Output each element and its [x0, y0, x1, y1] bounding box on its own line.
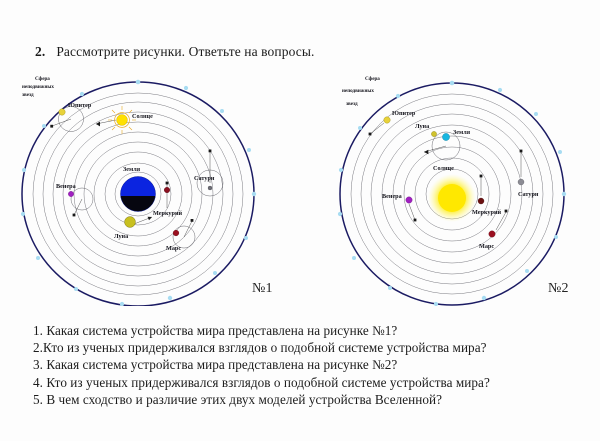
- fixed-stars-label: [22, 75, 54, 98]
- svg-text:неподвижных: неподвижных: [342, 88, 374, 94]
- planet-saturn-group: [518, 150, 539, 198]
- saturn-body: [518, 179, 524, 185]
- sun-body: [438, 184, 466, 212]
- earth-group: [415, 123, 471, 160]
- svg-text:звезд: звезд: [346, 101, 358, 107]
- figure-1-caption: №1: [252, 281, 273, 296]
- figure-geocentric-model: [10, 74, 300, 306]
- mars-body: [489, 231, 495, 237]
- question-item: 4. Кто из ученых придерживался взглядов о подобной системе устройства мира?: [33, 374, 490, 390]
- svg-text:неподвижных: неподвижных: [22, 84, 54, 90]
- questions-list: [33, 322, 578, 408]
- sun-body: [117, 115, 128, 126]
- label-saturn: Сатурн: [518, 191, 539, 198]
- task-number: 2.: [35, 44, 46, 59]
- figure-heliocentric-model: [320, 74, 600, 306]
- svg-text:Сфера: Сфера: [365, 76, 380, 82]
- sun-group: [96, 106, 153, 134]
- mercury-body: [164, 187, 170, 193]
- label-sun: Солнце: [433, 165, 454, 172]
- label-venus: Венера: [382, 193, 402, 200]
- label-mercury: Меркурий: [153, 210, 183, 217]
- question-item: 2.Кто из ученых придерживался взглядов о подобной системе устройства мира?: [33, 340, 487, 356]
- svg-text:звезд: звезд: [22, 92, 34, 98]
- planet-mercury-group: [153, 182, 183, 217]
- planet-venus-group: [56, 183, 93, 216]
- moon-body: [125, 217, 136, 228]
- label-venus: Венера: [56, 183, 76, 190]
- venus-body: [68, 191, 73, 196]
- label-mars: Марс: [166, 245, 182, 252]
- label-earth: Земля: [123, 166, 141, 173]
- label-sun: Солнце: [132, 113, 153, 120]
- label-moon: Луна: [415, 123, 430, 130]
- moon-body: [431, 131, 436, 136]
- task-heading: [35, 44, 315, 60]
- label-jupiter: Юпитер: [68, 102, 92, 109]
- label-earth: Земля: [453, 129, 471, 136]
- venus-body: [406, 197, 412, 203]
- question-item: 3. Какая система устройства мира представлена на рисунке №2?: [33, 357, 398, 373]
- planet-jupiter-group: [369, 110, 416, 135]
- fixed-stars-label: [342, 75, 380, 107]
- planet-jupiter-group: [50, 102, 92, 132]
- figure-2-caption: №2: [548, 281, 569, 296]
- planet-venus-group: [382, 193, 416, 221]
- label-saturn: Сатурн: [194, 175, 215, 182]
- label-mercury: Меркурий: [472, 209, 502, 216]
- label-mars: Марс: [479, 243, 495, 250]
- task-instruction: Рассмотрите рисунки. Ответьте на вопросы.: [56, 44, 315, 59]
- question-item: 1. Какая система устройства мира представлена на рисунке №1?: [33, 323, 398, 338]
- mars-body: [173, 230, 179, 236]
- mercury-body: [478, 198, 484, 204]
- saturn-body: [208, 186, 212, 190]
- question-item: 5. В чем сходство и различие этих двух моделей устройства Вселенной?: [33, 391, 443, 407]
- label-moon: Луна: [114, 233, 129, 240]
- earth-body: [442, 133, 449, 140]
- svg-text:Сфера: Сфера: [35, 76, 50, 82]
- earth-group: [119, 166, 158, 216]
- label-jupiter: Юпитер: [392, 110, 416, 117]
- sun-group: [428, 165, 476, 222]
- jupiter-body: [59, 109, 65, 115]
- jupiter-body: [384, 117, 390, 123]
